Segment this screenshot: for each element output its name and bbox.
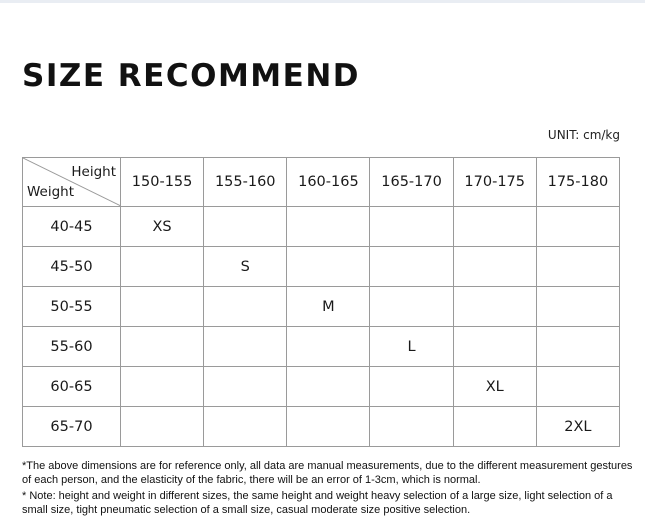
size-cell: [121, 247, 204, 287]
size-cell: [204, 287, 287, 327]
weight-cell: 55-60: [23, 327, 121, 367]
size-cell: [287, 407, 370, 447]
size-cell: [370, 247, 453, 287]
corner-weight-label: Weight: [27, 184, 75, 200]
height-header: 170-175: [453, 158, 536, 207]
size-table: [22, 157, 620, 447]
size-cell: [204, 327, 287, 367]
size-cell: [536, 327, 619, 367]
size-cell: [121, 367, 204, 407]
size-cell: [453, 287, 536, 327]
height-header: 175-180: [536, 158, 619, 207]
weight-cell: 65-70: [23, 407, 121, 447]
notes: [22, 459, 634, 519]
size-cell: [287, 247, 370, 287]
size-cell: [121, 287, 204, 327]
size-cell: 2XL: [536, 407, 619, 447]
size-cell: [204, 207, 287, 247]
size-cell: [453, 327, 536, 367]
size-cell: M: [287, 287, 370, 327]
top-divider: [0, 0, 645, 3]
size-cell: [370, 367, 453, 407]
size-cell: [453, 247, 536, 287]
weight-cell: 40-45: [23, 207, 121, 247]
table-row: [23, 247, 620, 287]
size-cell: [370, 207, 453, 247]
size-cell: XS: [121, 207, 204, 247]
size-cell: [453, 207, 536, 247]
page-title: SIZE RECOMMEND: [22, 58, 361, 94]
height-header: 155-160: [204, 158, 287, 207]
weight-cell: 45-50: [23, 247, 121, 287]
height-header: 165-170: [370, 158, 453, 207]
size-cell: [204, 407, 287, 447]
size-cell: XL: [453, 367, 536, 407]
unit-label: UNIT: cm/kg: [547, 128, 620, 142]
size-cell: [121, 327, 204, 367]
weight-cell: 50-55: [23, 287, 121, 327]
table-row: [23, 367, 620, 407]
size-cell: [370, 407, 453, 447]
size-cell: [204, 367, 287, 407]
size-cell: [287, 327, 370, 367]
size-cell: S: [204, 247, 287, 287]
height-header: 160-165: [287, 158, 370, 207]
table-row: [23, 287, 620, 327]
size-cell: [536, 367, 619, 407]
size-cell: [453, 407, 536, 447]
size-cell: [370, 287, 453, 327]
size-cell: [536, 247, 619, 287]
size-cell: [287, 367, 370, 407]
table-row: [23, 327, 620, 367]
size-cell: L: [370, 327, 453, 367]
reference-note: *The above dimensions are for reference only, all data are manual measurements, due to the different measurement gestures of each person, and the elasticity of the fabric, there will be an error of 1-3cm, which is normal.: [22, 460, 633, 486]
corner-height-label: Height: [71, 164, 116, 180]
header-row: [23, 158, 620, 207]
size-cell: [287, 207, 370, 247]
weight-cell: 60-65: [23, 367, 121, 407]
selection-note: * Note: height and weight in different sizes, the same height and weight heavy selection of a large size, light selection of a small size, tight pneumatic selection of a small size, casual moderate size positive selection.: [22, 490, 613, 516]
size-cell: [536, 207, 619, 247]
height-header: 150-155: [121, 158, 204, 207]
table-row: [23, 407, 620, 447]
table-row: [23, 207, 620, 247]
corner-cell: [23, 158, 121, 207]
size-cell: [536, 287, 619, 327]
size-cell: [121, 407, 204, 447]
